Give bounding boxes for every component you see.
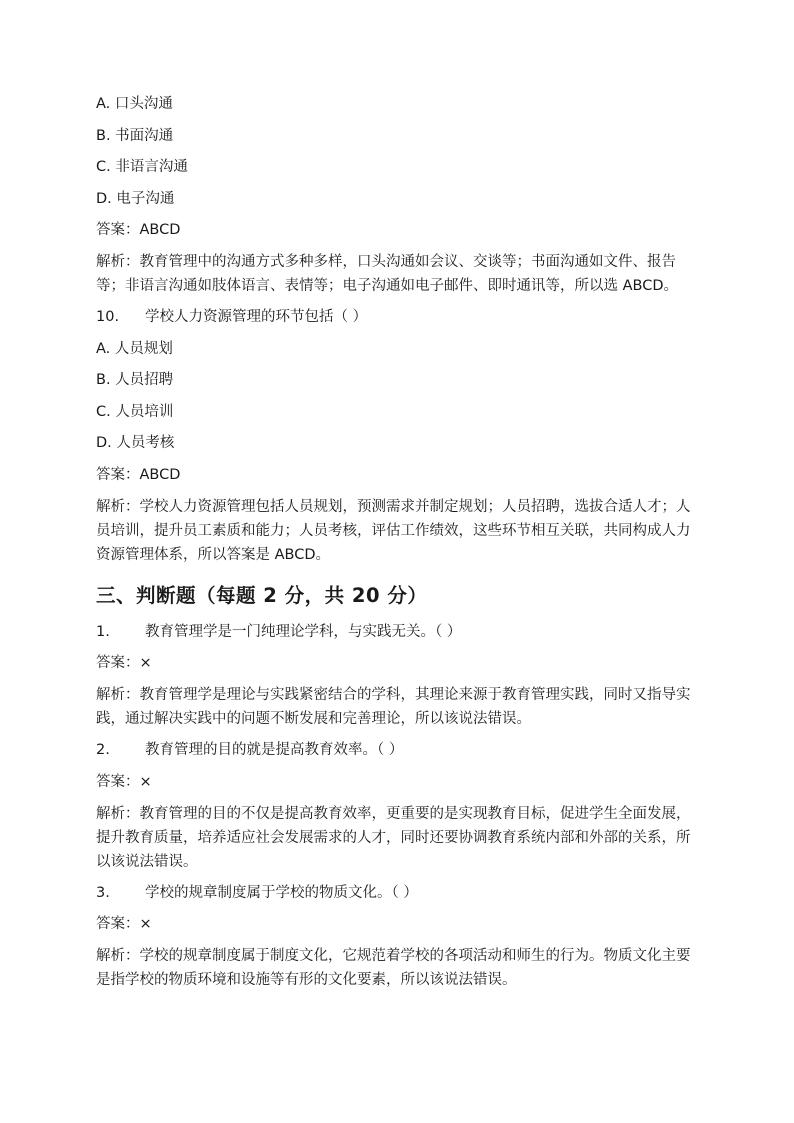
option-a: A. 人员规划 (96, 340, 173, 357)
explanation (96, 802, 702, 874)
section-heading: 三、判断题（每题 2 分，共 20 分） (96, 583, 428, 607)
option-d: D. 电子沟通 (96, 190, 175, 207)
answer: 答案：× (96, 916, 152, 932)
explanation-line: 以该说法错误。 (96, 853, 198, 870)
explanation (96, 944, 702, 992)
question-stem (96, 881, 702, 905)
explanation-line: 践，通过解决实践中的问题不断发展和完善理论，所以该说法错误。 (96, 711, 531, 727)
question-number: 1. (96, 623, 110, 640)
question-text: 教育管理学是一门纯理论学科，与实践无关。（ ） (145, 623, 462, 640)
question-number: 10. (96, 309, 120, 325)
option-c: C. 非语言沟通 (96, 159, 188, 175)
explanation-line: 解析：教育管理中的沟通方式多种多样，口头沟通如会议、交谈等；书面沟通如文件、报告 (96, 254, 676, 270)
question-stem (96, 305, 702, 329)
option-a: A. 口头沟通 (96, 96, 173, 112)
judgment-question-2 (96, 738, 702, 874)
option-b: B. 书面沟通 (96, 127, 174, 144)
explanation-line: 等；非语言沟通如肢体语言、表情等；电子沟通如电子邮件、即时通讯等，所以选 ABCD。 (96, 278, 679, 294)
option-b: B. 人员招聘 (96, 372, 174, 388)
explanation (96, 683, 702, 731)
answer: 答案：× (96, 655, 152, 671)
explanation-line: 解析：教育管理的目的不仅是提高教育效率，更重要的是实现教育目标，促进学生全面发展， (96, 805, 691, 822)
judgment-question-3 (96, 881, 702, 993)
question-9-block (96, 92, 702, 298)
explanation (96, 250, 702, 298)
judgment-question-1 (96, 620, 702, 732)
question-stem (96, 738, 702, 762)
question-text: 学校人力资源管理的环节包括（ ） (145, 309, 368, 325)
question-text: 教育管理的目的就是提高教育效率。（ ） (145, 742, 404, 758)
explanation-line: 员培训，提升员工素质和能力；人员考核，评估工作绩效，这些环节相互关联，共同构成人力 (96, 522, 691, 539)
explanation-line: 资源管理体系，所以答案是 ABCD。 (96, 546, 331, 563)
answer: 答案：ABCD (96, 222, 181, 238)
explanation-line: 解析：学校的规章制度属于制度文化，它规范着学校的各项活动和师生的行为。物质文化主要 (96, 948, 691, 964)
option-c: C. 人员培训 (96, 403, 174, 420)
answer: 答案：× (96, 773, 152, 790)
explanation-line: 解析：学校人力资源管理包括人员规划，预测需求并制定规划；人员招聘，选拔合适人才；人 (96, 498, 691, 515)
question-stem (96, 620, 702, 644)
explanation-line: 提升教育质量，培养适应社会发展需求的人才，同时还要协调教育系统内部和外部的关系，所 (96, 829, 691, 846)
question-10-block (96, 305, 702, 567)
answer: 答案：ABCD (96, 466, 181, 483)
question-number: 3. (96, 884, 110, 901)
question-number: 2. (96, 742, 110, 758)
option-d: D. 人员考核 (96, 435, 175, 451)
question-text: 学校的规章制度属于学校的物质文化。（ ） (145, 884, 418, 901)
explanation (96, 495, 702, 567)
explanation-line: 是指学校的物质环境和设施等有形的文化要素，所以该说法错误。 (96, 972, 517, 988)
explanation-line: 解析：教育管理学是理论与实践紧密结合的学科，其理论来源于教育管理实践，同时又指导实 (96, 687, 691, 703)
document-page (96, 92, 702, 999)
